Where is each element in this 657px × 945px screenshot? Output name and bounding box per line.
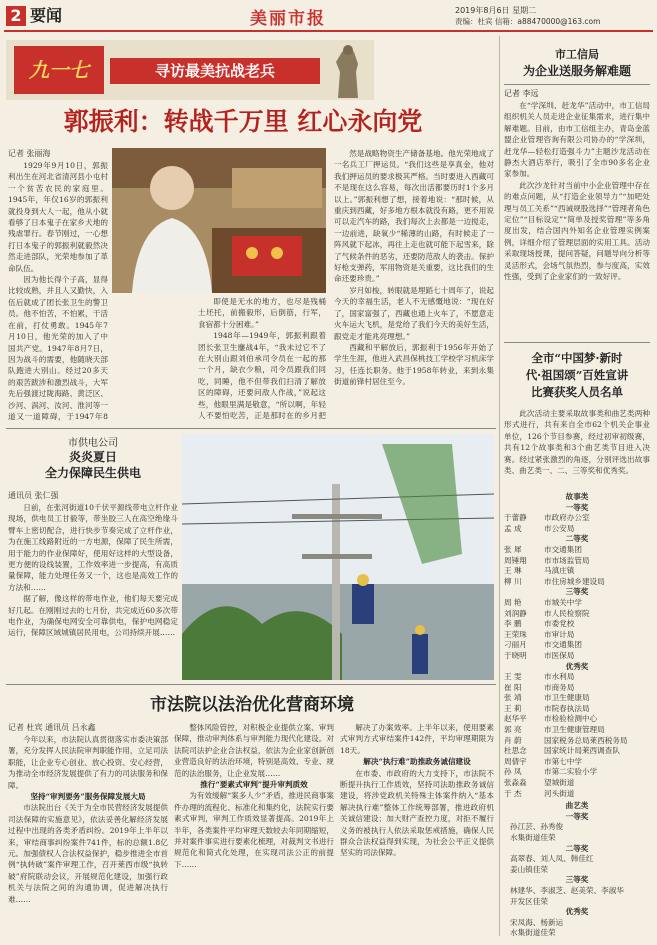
story-first-label: 一等奖 <box>565 502 589 512</box>
award-entry <box>504 683 650 694</box>
award-name: 于 杰 <box>504 788 522 798</box>
award-entry <box>504 545 650 556</box>
quyi-first-list <box>504 822 650 843</box>
award-unit: 市水利局 <box>544 672 575 682</box>
quyi-second-list <box>504 854 650 875</box>
banner-logo: 九一七 <box>14 46 104 94</box>
award-unit: 市交通集团 <box>544 544 582 554</box>
award-list <box>504 492 650 938</box>
award-unit: 市审计局 <box>544 629 575 639</box>
section-label: 要闻 <box>30 6 63 25</box>
award-name: 王荣珠 <box>504 629 527 639</box>
award-entry <box>504 630 650 641</box>
award-unit: 市医保局 <box>544 650 575 660</box>
power-kicker: 市供电公司 <box>68 438 118 448</box>
story-merit-list <box>504 672 650 799</box>
award-line: 姜山镇佳荣 <box>510 864 548 874</box>
award-entry <box>504 714 650 725</box>
page-number-badge: 2 <box>6 6 26 26</box>
award-entry <box>504 778 650 789</box>
court-col2: 整体风险管控，对积极企业提供立案、审判保障，推动审判体系与审判能力现代化建设。对法院司法护企业合法权益，依法为企业家创新创业营造良好的法治环境，特别是高效、专业、规范的法治服务，让企业发展…… 推行“要素式审判”提升审判质效 为有效缓解“案多人少”矛盾，推进民商事案件办理的流程化、标准化和集约化，法院实行要素式审判，审判工作质效显著提高。2019年上半年，各类案件平均审理天数较去年同期缩短，并对案件事实进行要素化梳理，对裁判文书进行规范化和简式化处理，在实现司法公正的前提下…… <box>174 723 334 869</box>
award-name: 肖 蔚 <box>504 735 522 745</box>
award-entry <box>504 640 650 651</box>
header-rule <box>4 30 653 32</box>
award-name: 王 雯 <box>504 672 522 682</box>
award-entry <box>504 767 650 778</box>
story-second-list <box>504 545 650 587</box>
award-unit: 市住房城乡建设局 <box>544 576 605 586</box>
quyi-third-list <box>504 886 650 907</box>
award-name: 孙 凤 <box>504 767 522 777</box>
award-entry <box>504 704 650 715</box>
right-brief-rule <box>504 84 650 85</box>
award-name: 刘润静 <box>504 608 527 618</box>
page-header <box>0 0 657 30</box>
award-unit: 市卫生健康局 <box>544 693 590 703</box>
award-unit: 市第七中学 <box>544 756 582 766</box>
power-body: 日前，在张河街道10千伏平源线带电立杆作业现场，供电员工甘毅等，带坐胶三人在高空绝缘斗臂车上密切配合，进行快步节奏完成了立杆作业，为在施工线路附近的一方电源，保障了民生所需，用于能力的作业保障好，使用好这样的大型设备，更方便的设线装置，工作效率进一步提高，有高质量保障，能力处理任务又一个，这也是高效工作的方法和…… 据了解，像这样的带电作业，他们每天要完成好几起。在刚刚过去的七月份，共完成近60多次带电作业，为确保电网安全可靠供电，保护电网稳定运行，保障区域城镇居民用电，公司持续开展…… <box>8 503 178 638</box>
award-top-rule <box>504 342 650 343</box>
editor-line: 责编：杜宾 信箱：a88470000@163.com <box>455 17 601 26</box>
award-name: 柳 川 <box>504 576 522 586</box>
award-name: 李 鹏 <box>504 619 522 629</box>
main-article-col1: 1929年9月10日，郭振利出生在河北省清河县小屯村一个贫苦农民的家庭里。1945年，年仅16岁的郭振利就投身到大人一起，他从小就看够了日本鬼子在家乡犬地的残虐罪行。春节刚过，一心想打日本鬼子的郭振利就毅然决然走进部队，光荣地参加了革命队伍。 因为他长得个子高，显得比较成熟，并且人又勤快，入伍后就成了团长张卫生的警卫员。他不怕苦，不怕累，干活在前，打仗勇敢。1945年7月10日，他光荣的加入了中国共产党。1947年8月7日，因为战斗的需要，他随晓天部队跑进大别山。经过20多天的艰苦跋涉和激烈战斗，大军先后强渡过陇海路、黄泛区、沙河、涡河、汝河、淮河等一道又一道障碍，于1947年8 <box>8 161 108 421</box>
award-unit: 市公安局 <box>544 523 575 533</box>
court-subhead-2: 推行“要素式审判”提升审判质效 <box>200 780 308 790</box>
award-unit: 马滇庄镇 <box>544 566 575 576</box>
award-name: 杜思念 <box>504 746 527 756</box>
award-unit: 市第二实验小学 <box>544 767 598 777</box>
award-unit: 市院春执法局 <box>544 703 590 713</box>
quyi-second-label: 二等奖 <box>565 843 589 853</box>
award-name: 王 莉 <box>504 703 522 713</box>
award-name: 周 艳 <box>504 597 522 607</box>
award-line: 宋凤海、杨新运 <box>510 917 564 927</box>
award-unit: 国家税务总局莱西税务局 <box>544 735 628 745</box>
award-line: 水集街道佳荣 <box>510 833 556 842</box>
award-entry <box>504 524 650 535</box>
award-entry <box>504 725 650 736</box>
award-name: 张淼淼 <box>504 778 527 788</box>
right-brief-kicker: 市工信局 <box>555 48 599 61</box>
main-byline: 记者 张丽海 <box>8 149 51 158</box>
award-unit: 望城街道 <box>544 778 575 788</box>
court-top-rule <box>6 684 496 685</box>
award-name: 周锤翔 <box>504 555 527 565</box>
award-unit: 市委党校 <box>544 619 575 629</box>
veteran-photo <box>112 148 326 293</box>
right-brief-body: 在“学深圳、赶龙华”活动中，市工信局组织机关人员走进企业征集需求，进行集中解难题。目前，由市工信组主办，青岛金蓝盟企业管理咨询有限公司协办的“学深圳，赶龙华—轻松打造强斗力”主题沙龙活动在静杰大酒店举行，吸引了全市90多名企业家参加。 此次沙龙针对当前中小企业管理中存在的难点问题，从“打造企业领导力”“加吧处理与员工关系”“西诫规股选择”“管理者角色定位”“目标设定”“简单及授奖管理”等多角度出发，结合国内外知名企业管理实例案例，详细介绍了管理层面的实用工具。活动采取现场授课，提问答疑，问题导向分析等灵活形式，会场气氛热烈，参与度高，实效性强，受到了企业家们的一致好评。 <box>504 101 650 282</box>
award-unit: 市市场监管局 <box>544 555 590 565</box>
court-headline: 市法院以法治优化营商环境 <box>150 695 354 715</box>
award-entry <box>504 577 650 588</box>
date-line: 2019年8月6日 星期二 <box>455 6 537 15</box>
award-name: 郭 亮 <box>504 725 522 735</box>
power-byline: 通讯员 张仁强 <box>8 491 59 500</box>
award-entry <box>504 566 650 577</box>
story-third-list <box>504 598 650 662</box>
main-headline: 郭振利：转战千万里 红心永向党 <box>63 107 423 136</box>
award-unit: 市交通集团 <box>544 640 582 650</box>
award-entry <box>504 619 650 630</box>
award-entry <box>504 651 650 662</box>
story-second-label: 二等奖 <box>565 534 589 544</box>
award-name: 周倩宇 <box>504 756 527 766</box>
soldier-statue-icon <box>328 42 368 98</box>
award-title <box>504 350 650 404</box>
story-third-label: 三等奖 <box>565 587 589 597</box>
award-unit: 市卫生健康管理局 <box>544 725 605 735</box>
quyi-category-label: 曲艺类 <box>565 801 589 811</box>
story-first-list <box>504 513 650 534</box>
award-line: 开发区佳荣 <box>510 896 548 906</box>
award-title-line3: 比赛获奖人员名单 <box>531 385 623 399</box>
award-unit: 市商务局 <box>544 682 575 692</box>
award-name: 张 犀 <box>504 544 522 554</box>
award-name: 崔 阳 <box>504 682 522 692</box>
award-line: 林建华、李淑芝、赵美荣、李淑华 <box>510 885 624 895</box>
banner-title-bar: 寻访最美抗战老兵 <box>110 58 320 84</box>
award-line: 高翠春、刘人凤、韩佳红 <box>510 854 594 864</box>
award-name: 张 靖 <box>504 693 522 703</box>
court-subhead-3: 解决“执行难”助推政务诚信建设 <box>363 757 471 767</box>
award-intro: 此次活动主要采取故事类和曲艺类两种形式进行，共有来自全市62个机关企事业单位，126个节目参赛，经过初审初级赛，共有12个故事类和3个曲艺类节目进入决赛。经过紧张激烈的角逐，分别评选出故事类、曲艺类一、二、三等奖和优秀奖。 <box>504 409 650 476</box>
award-name: 孟 成 <box>504 523 522 533</box>
award-unit: 市检验检测中心 <box>544 714 598 724</box>
award-unit: 河头街道 <box>544 788 575 798</box>
award-entry <box>504 513 650 524</box>
right-brief-headline: 为企业送服务解难题 <box>522 64 631 78</box>
main-article-col1b <box>112 296 194 422</box>
quyi-merit-label: 优秀奖 <box>565 907 589 917</box>
banner <box>6 40 374 100</box>
story-category-label: 故事类 <box>565 492 589 501</box>
award-entry <box>504 693 650 704</box>
quyi-merit-list <box>504 918 650 938</box>
masthead: 美丽市报 <box>250 9 326 29</box>
court-col1: 今年以来，市法院认真贯彻落实市委决策部署，充分发挥人民法院审判职能作用，立足司法职能，让企业专心创业、放心投资、安心经营，为推动全市经济发展提供了有力的司法服务和保障。 坚持“审判要务”服务保障发展大局 市法院出台《关于为全市民营经济发展提供司法保障的实施意见》，依法妥善化解经济发展过程中出现的各类矛盾纠纷。2019年上半年以来，审结商事纠纷案件741件，标的总额1.8亿元。加强债权人合法权益保护，稳步推进全市首例“执转破”案件审理工作，召开莱西市级“执转破”府院联动会议，开展规范化建设，加强行政机关与法院之间的沟通协调，促进解决执行难…… <box>8 735 168 904</box>
award-unit: 市城关中学 <box>544 597 582 607</box>
award-unit: 市政府办公室 <box>544 513 590 523</box>
award-entry <box>504 556 650 567</box>
award-line: 水集街道佳荣 <box>510 928 556 938</box>
award-unit: 市人民检察院 <box>544 608 590 618</box>
award-entry <box>504 598 650 609</box>
award-title-line1: 全市“中国梦·新时 <box>531 351 623 365</box>
award-entry <box>504 672 650 683</box>
power-line-photo <box>182 434 494 680</box>
power-headline-2: 全力保障民生供电 <box>44 466 141 480</box>
court-subhead-1: 坚持“审判要务”服务保障发展大局 <box>30 792 146 802</box>
award-name: 王 琳 <box>504 566 522 576</box>
award-title-line2: 代·祖国颂”百姓宣讲 <box>525 368 629 382</box>
main-article-col2: 即使是无水的地方，也尽是残桶土坯托，前搬毅形，后倒筋，行军，食宿都十分困难。” 1948年—1949年，郭振利跟着团长张卫生鏖战4年，“我未过它不了在大别山跟刘伯承司令员在一起的那一个月，缺衣少粮，司令员跟我们同吃，同睡，他不但带我们扫清了解放区的障碍，还要问敌人作战，”说起这些，他眼里满是敬意，“所以啊，年轻人不要怕吃苦，正是那时在的乡月把 <box>198 297 326 421</box>
main-article-col3: 然是战略物资生产储备基地。他光荣地成了一名兵工厂押运员。“我们这些是享真金，他对我们押运员的要求极其严格。当时要进入西藏可不是现在这么容易，每次出活都要历时1个多月以上。”郭振利想了想，接着地说：“那时候，从重庆到西藏，好多地方根本就没有路，更不用说可以走汽车的路，我们每次上去都是一边搅走，一边前进，缺氧少“稀薄的山路，有时候走了一阵风就下起冰，再往上走也就可能下起雪来，除了气候条件的恶劣，还要防范敌人的袭击。保护好枪支弹药，军用物资是关重要，这比我们的生命还要珍贵。” 岁月如梭，转眼就是埋蹈七十周年了，说起今天的幸福生活，老人不无感慨地说：“现在好了，国家富强了，西藏也通上火车了，不愿意走火车运大飞机，是党给了我们今天的美好生活，跟党走才能兆亮理想。” 西藏和平解放后，郭振利于1956年开始了学生生涯，他进入武昌保桃技工学校学习机床学习，任连长职务。他于1958年转业，来到永集街道前锋村居住至今。 <box>334 149 494 387</box>
award-entry <box>504 736 650 747</box>
power-headline-1: 炎炎夏日 <box>68 450 117 464</box>
court-byline: 记者 杜宾 通讯员 吕永鑫 <box>8 723 96 732</box>
award-name: 于晓明 <box>504 650 527 660</box>
award-entry <box>504 757 650 768</box>
power-top-rule <box>6 428 496 429</box>
quyi-third-label: 三等奖 <box>565 875 589 885</box>
award-unit: 国家统计局莱西调查队 <box>544 746 620 756</box>
quyi-first-label: 一等奖 <box>565 811 589 821</box>
award-name: 于蕾静 <box>504 513 527 523</box>
right-brief-byline: 记者 李远 <box>504 89 539 98</box>
story-merit-label: 优秀奖 <box>565 661 589 671</box>
right-column-rule <box>499 36 500 936</box>
court-col3: 解决了办案效率。上半年以来，使用要素式审判方式审结案件142件，平均审理期限为18天。 解决“执行难”助推政务诚信建设 在市委、市政府的大力支持下，市法院不断提升执行工作质效，坚持司法助推政务诚信建设，将涉党政机关特殊主体案件纳入“基本解决执行难”整体工作统筹部署，推进政府机关诚信建设；加大财产查控力度，对拒不履行义务的被执行人依法采取惩戒措施，确保人民群众合法权益得到实现，为社会公平正义提供坚实的司法保障。 <box>340 723 494 858</box>
award-line: 孙江芸、孙秀俊 <box>510 822 564 832</box>
award-name: 刁丽月 <box>504 640 527 650</box>
award-entry <box>504 789 650 800</box>
award-name: 赵华平 <box>504 714 527 724</box>
award-entry <box>504 746 650 757</box>
award-entry <box>504 609 650 620</box>
